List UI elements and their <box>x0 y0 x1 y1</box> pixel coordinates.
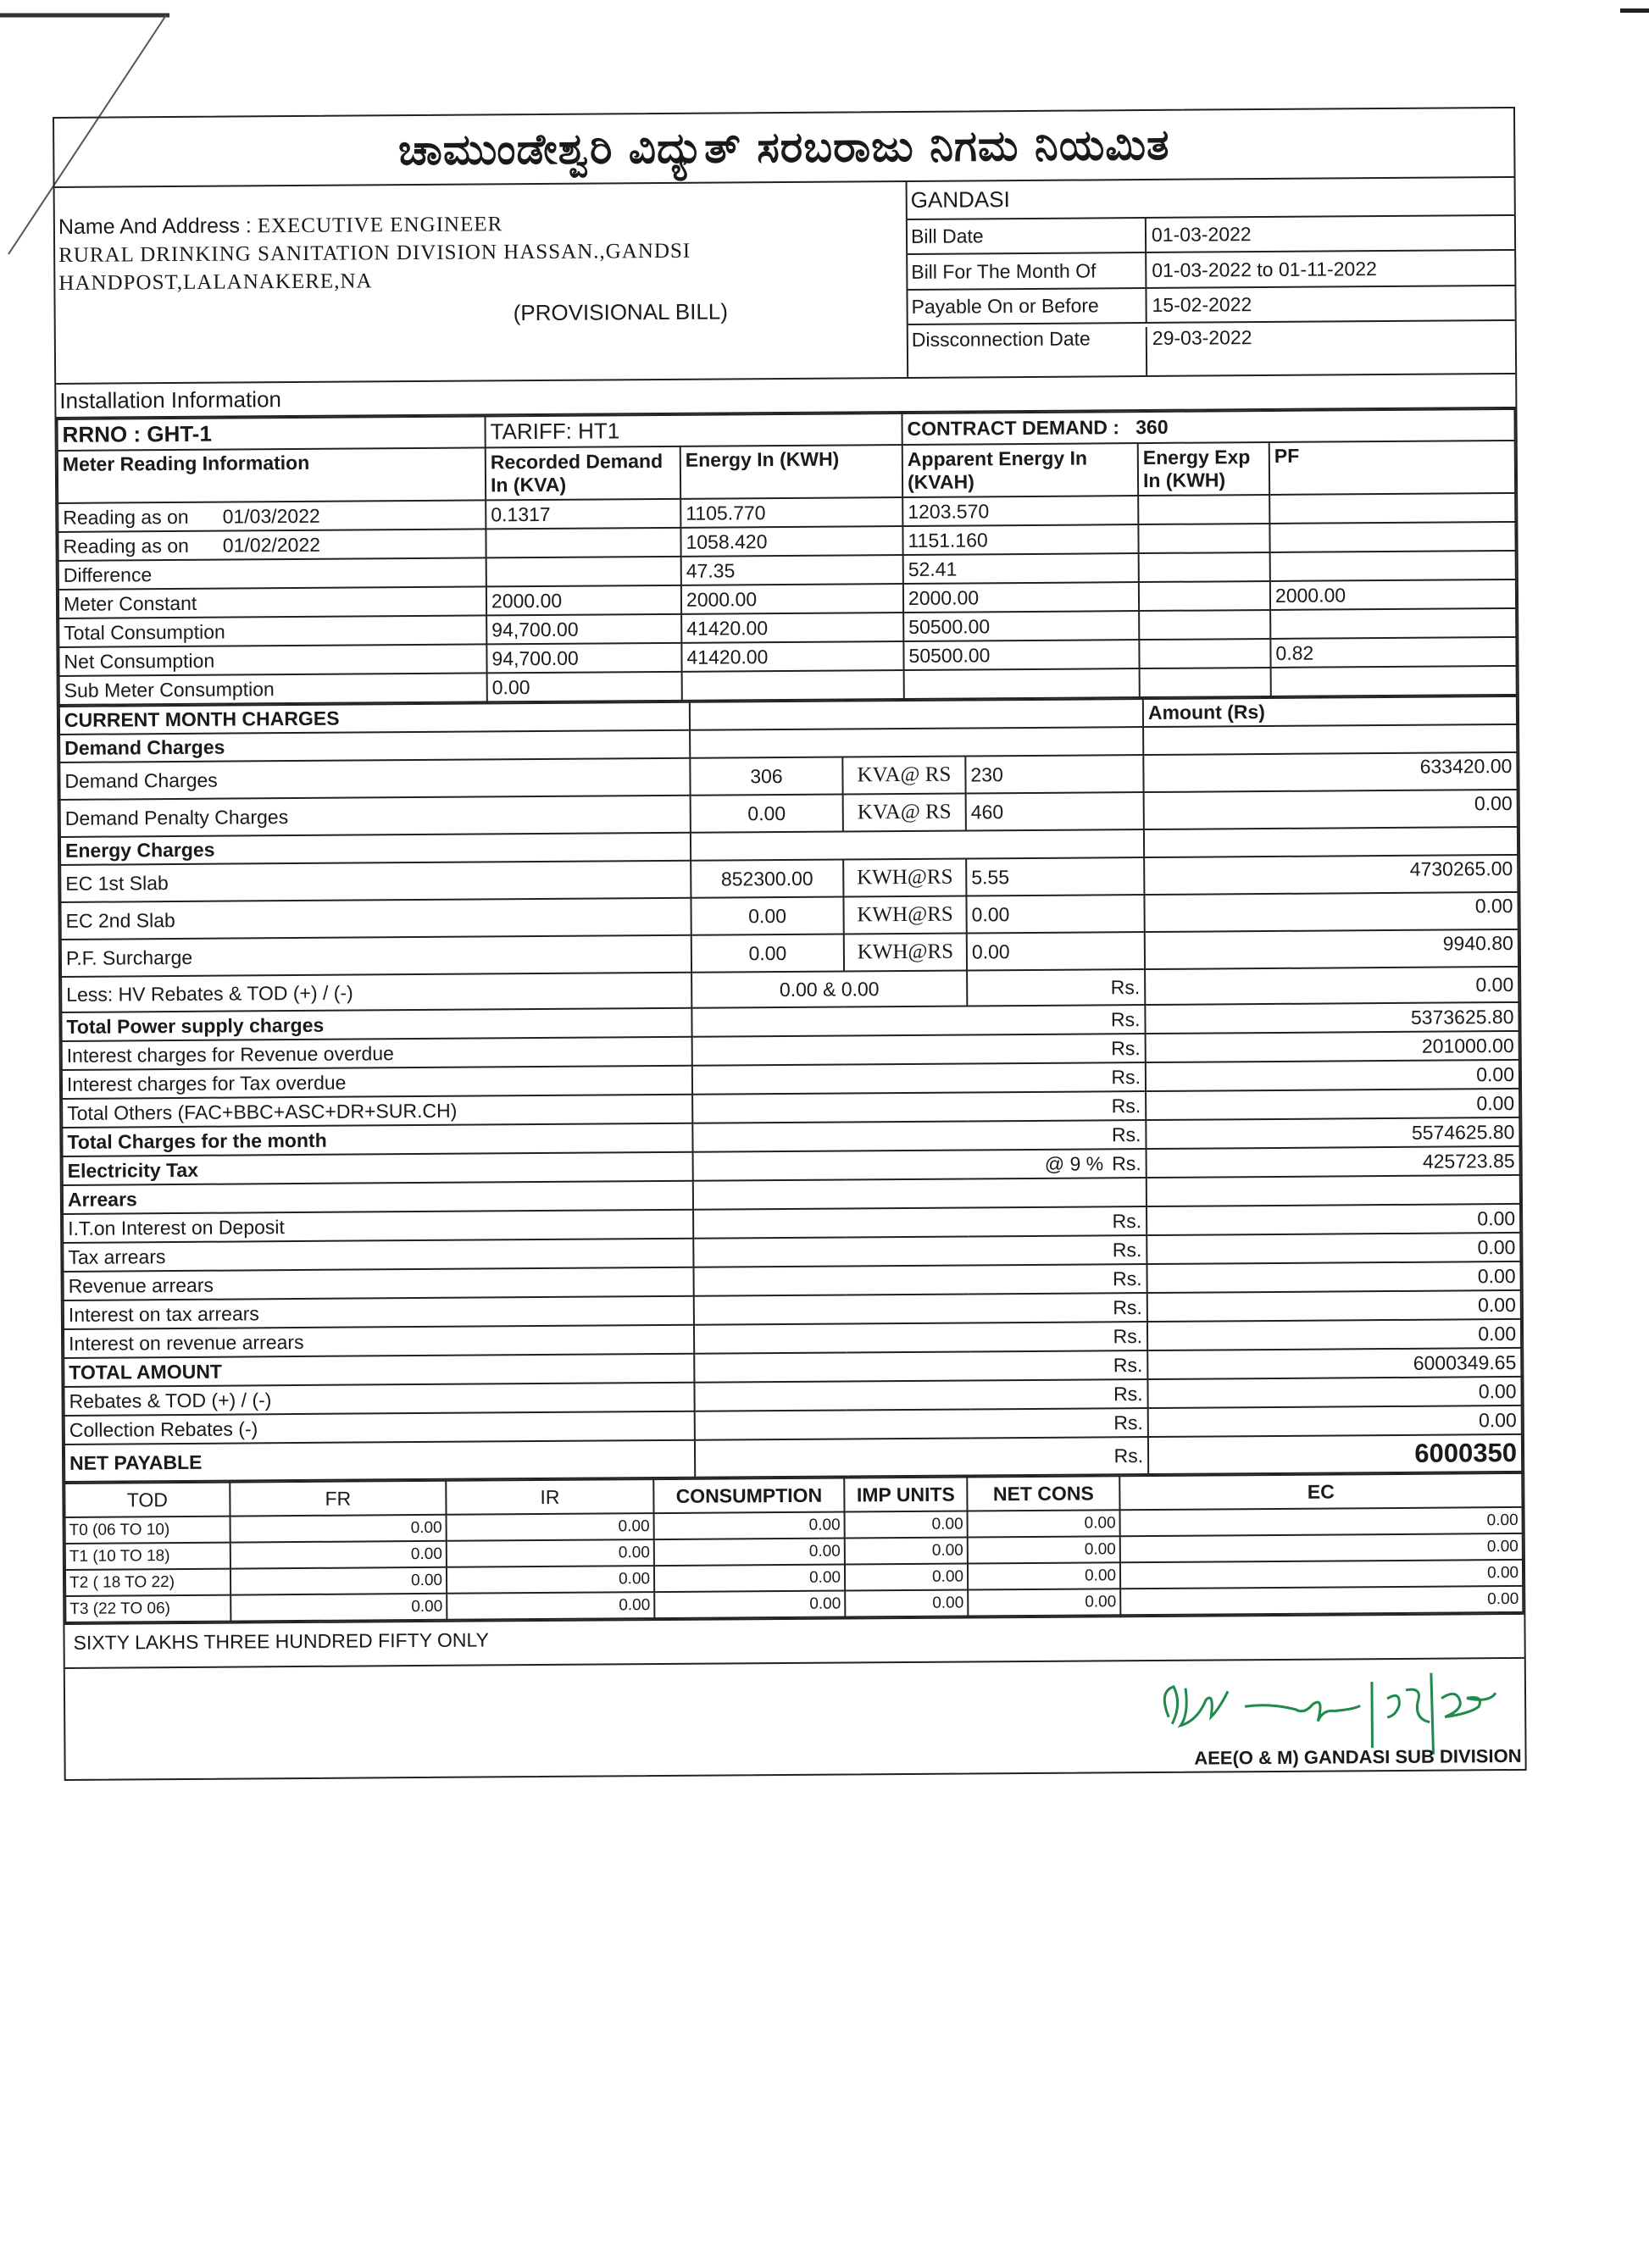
disconnection-label: Dissconnection Date <box>908 327 1147 377</box>
tariff-label: TARIFF: <box>490 418 572 445</box>
tod-cell-net: 0.00 <box>968 1510 1120 1537</box>
meter-col-header: Recorded Demand In (KVA) <box>486 446 680 501</box>
tod-cell-net: 0.00 <box>968 1562 1120 1589</box>
meter-cell-kva: 2000.00 <box>486 585 681 616</box>
summary-amount: 425723.85 <box>1147 1146 1520 1178</box>
demand-section-title: Demand Charges <box>59 730 690 762</box>
electricity-bill <box>53 107 1527 1781</box>
tod-slot: T3 (22 TO 06) <box>65 1595 230 1622</box>
tod-col-header: EC <box>1119 1473 1522 1510</box>
name-line-3: HANDPOST,LALANAKERE,NA <box>58 269 373 295</box>
amount-in-words: SIXTY LAKHS THREE HUNDRED FIFTY ONLY <box>64 1613 1524 1667</box>
meter-row-date: 01/03/2022 <box>222 504 320 528</box>
summary-label: Rebates & TOD (+) / (-) <box>64 1383 694 1416</box>
tod-cell-fr: 0.00 <box>230 1515 447 1543</box>
meter-row-label: Net Consumption <box>64 649 215 673</box>
payable-date: 15-02-2022 <box>1152 293 1252 316</box>
charge-unit: KVA@ RS <box>842 756 965 794</box>
meter-cell-pf <box>1271 666 1517 696</box>
tod-cell-imp: 0.00 <box>845 1564 968 1591</box>
charge-quantity: 0.00 <box>691 897 843 935</box>
charge-unit: KWH@RS <box>843 858 966 896</box>
summary-amount: 0.00 <box>1146 1089 1519 1120</box>
rs-label: Rs. <box>1113 1382 1143 1405</box>
tod-slot: T2 ( 18 TO 22) <box>65 1569 230 1596</box>
charge-quantity: 0.00 <box>691 795 843 833</box>
meter-col-header: Energy Exp In (KWH) <box>1138 442 1269 496</box>
charge-rate: 0.00 <box>967 932 1145 970</box>
summary-label: Arrears <box>63 1181 693 1214</box>
tod-cell-ec: 0.00 <box>1120 1586 1523 1615</box>
meter-row-label: Sub Meter Consumption <box>64 677 275 701</box>
rs-label: Rs. <box>695 1437 1148 1478</box>
charge-amount: 0.00 <box>1144 790 1518 829</box>
charge-rate: 230 <box>965 755 1143 793</box>
summary-label: Interest charges for Revenue overdue <box>62 1037 692 1070</box>
rs-label: Rs. <box>1111 1094 1141 1117</box>
summary-label: Interest on tax arrears <box>64 1296 694 1329</box>
rrno-label: RRNO : <box>62 421 142 447</box>
installation-title: Installation Information <box>56 374 1515 419</box>
meter-row-label: Total Consumption <box>64 620 225 644</box>
charge-label: Demand Penalty Charges <box>60 796 691 837</box>
amount-header: Amount (Rs) <box>1143 696 1517 727</box>
name-label: Name And Address : <box>58 213 252 239</box>
meter-cell-kvah: 1203.570 <box>902 496 1138 526</box>
meter-cell-pf: 0.82 <box>1270 637 1516 668</box>
charge-quantity: 306 <box>690 757 842 796</box>
tod-cell-imp: 0.00 <box>845 1538 968 1565</box>
company-title: ಚಾಮುಂಡೇಶ್ವರಿ ವಿದ್ಯುತ್ ಸರಬರಾಜು ನಿಗಮ ನಿಯಮಿತ <box>54 108 1514 188</box>
meter-cell-exp <box>1139 610 1270 640</box>
rs-label: Rs. <box>1110 1007 1141 1030</box>
meter-cell-exp <box>1140 668 1271 697</box>
charge-amount: 633420.00 <box>1143 752 1517 792</box>
charge-amount: 0.00 <box>1144 892 1518 932</box>
meter-table <box>56 408 1517 706</box>
tod-slot: T0 (06 TO 10) <box>65 1517 230 1544</box>
summary-amount: 0.00 <box>1147 1204 1520 1235</box>
meter-col-header: Apparent Energy In (KVAH) <box>902 443 1138 497</box>
meter-cell-kvah: 2000.00 <box>903 582 1139 613</box>
charge-unit: KWH@RS <box>843 896 966 934</box>
meter-cell-pf <box>1270 608 1516 639</box>
tod-col-header: FR <box>230 1481 446 1517</box>
charge-label: P.F. Surcharge <box>61 935 691 977</box>
charge-quantity: 852300.00 <box>691 860 843 898</box>
rs-label: Rs. <box>1111 1036 1141 1059</box>
tod-cell-ir: 0.00 <box>447 1513 654 1541</box>
energy-section-title: Energy Charges <box>60 833 691 865</box>
meter-cell-kvah: 52.41 <box>903 553 1139 584</box>
electricity-tax-rate: @ 9 % <box>1044 1151 1104 1175</box>
net-payable-label: NET PAYABLE <box>64 1440 695 1482</box>
disconnection-date: 29-03-2022 <box>1152 326 1252 349</box>
meter-cell-kva: 0.00 <box>487 672 682 702</box>
summary-amount: 6000349.65 <box>1147 1348 1521 1379</box>
meter-cell-kwh: 47.35 <box>681 555 903 585</box>
meter-cell-exp <box>1139 639 1270 668</box>
bill-header <box>55 178 1516 385</box>
meter-cell-kvah: 1151.160 <box>902 524 1138 555</box>
signatory-label: AEE(O & M) GANDASI SUB DIVISION <box>1194 1744 1522 1769</box>
charge-label: EC 1st Slab <box>60 861 691 902</box>
meter-cell-kva: 94,700.00 <box>486 643 681 674</box>
tod-cell-ir: 0.00 <box>447 1592 654 1620</box>
tod-cell-net: 0.00 <box>968 1589 1120 1616</box>
tod-cell-fr: 0.00 <box>230 1567 447 1595</box>
tod-cell-net: 0.00 <box>968 1536 1120 1563</box>
meter-cell-kvah: 50500.00 <box>903 640 1139 670</box>
summary-amount: 0.00 <box>1147 1290 1521 1322</box>
tod-cell-ec: 0.00 <box>1120 1533 1523 1562</box>
meter-row-label: Difference <box>63 563 153 586</box>
provisional-bill-label: (PROVISIONAL BILL) <box>513 298 729 326</box>
summary-label: Total Others (FAC+BBC+ASC+DR+SUR.CH) <box>62 1095 692 1128</box>
tod-cell-cons: 0.00 <box>654 1591 845 1619</box>
summary-label: Electricity Tax <box>63 1152 693 1185</box>
charge-unit: KWH@RS <box>844 933 967 971</box>
charge-unit: KVA@ RS <box>843 793 966 831</box>
rs-label: Rs. <box>1113 1267 1142 1289</box>
summary-amount: 5574625.80 <box>1146 1117 1519 1149</box>
tod-table <box>64 1472 1524 1623</box>
summary-label: Collection Rebates (-) <box>64 1411 695 1445</box>
rebate-values: 0.00 & 0.00 <box>691 970 967 1007</box>
rebate-amount: 0.00 <box>1145 967 1519 1005</box>
meter-cell-kva: 94,700.00 <box>486 614 681 645</box>
tod-cell-ec: 0.00 <box>1120 1560 1523 1589</box>
rs-label: Rs. <box>1113 1411 1143 1433</box>
meter-cell-kwh: 41420.00 <box>681 641 903 672</box>
meter-col-header: Energy In (KWH) <box>680 445 902 499</box>
summary-label: Interest on revenue arrears <box>64 1325 694 1358</box>
summary-amount: 0.00 <box>1147 1233 1520 1264</box>
contract-demand: 360 <box>1135 415 1169 439</box>
payable-label: Payable On or Before <box>908 289 1147 324</box>
meter-cell-kva: 0.1317 <box>486 499 680 530</box>
rs-label: Rs. <box>1112 1238 1142 1261</box>
bill-date-label: Bill Date <box>908 219 1147 253</box>
signature-area <box>65 1657 1525 1779</box>
meter-cell-kva <box>486 557 681 587</box>
meter-cell-pf <box>1269 522 1515 552</box>
charge-rate: 5.55 <box>966 857 1144 896</box>
net-payable-amount: 6000350 <box>1148 1434 1522 1474</box>
bill-date: 01-03-2022 <box>1151 223 1252 247</box>
summary-amount: 5373625.80 <box>1145 1002 1519 1034</box>
summary-amount <box>1147 1175 1520 1206</box>
summary-label: Tax arrears <box>63 1239 693 1272</box>
tod-cell-fr: 0.00 <box>230 1541 447 1569</box>
charge-rate: 0.00 <box>966 895 1144 933</box>
meter-cell-exp <box>1138 495 1269 524</box>
office-name: GANDASI <box>908 178 1514 220</box>
bill-month-label: Bill For The Month Of <box>908 253 1147 288</box>
rs-label: Rs. <box>1113 1295 1142 1318</box>
tariff: HT1 <box>578 418 620 444</box>
meter-cell-kvah <box>904 668 1140 699</box>
meter-row-label: Meter Constant <box>63 591 197 615</box>
meter-row-label: Reading as on <box>63 505 189 529</box>
charge-label: EC 2nd Slab <box>60 898 691 940</box>
summary-amount: 0.00 <box>1147 1377 1521 1408</box>
charge-amount: 4730265.00 <box>1144 855 1518 895</box>
charge-label: Demand Charges <box>59 758 690 800</box>
summary-label: Total Power supply charges <box>61 1008 691 1041</box>
rs-label: Rs. <box>1113 1324 1143 1347</box>
summary-label: Interest charges for Tax overdue <box>62 1066 692 1099</box>
summary-amount: 0.00 <box>1147 1262 1520 1293</box>
tod-cell-imp: 0.00 <box>845 1511 968 1539</box>
charge-rate: 460 <box>966 792 1144 830</box>
rebate-label: Less: HV Rebates & TOD (+) / (-) <box>61 973 691 1012</box>
meter-cell-kva <box>486 528 680 558</box>
summary-label: Total Charges for the month <box>62 1123 692 1156</box>
meter-row-date: 01/02/2022 <box>222 533 321 557</box>
meter-cell-pf: 2000.00 <box>1270 579 1516 610</box>
tod-cell-imp: 0.00 <box>845 1590 968 1617</box>
meter-cell-pf <box>1269 493 1515 524</box>
meter-cell-exp <box>1138 524 1269 553</box>
tod-cell-ir: 0.00 <box>447 1566 654 1594</box>
meter-row-label: Reading as on <box>63 534 189 557</box>
meter-cell-kwh: 41420.00 <box>681 613 903 643</box>
summary-label: Revenue arrears <box>64 1267 694 1300</box>
meter-cell-kwh: 1058.420 <box>680 526 902 557</box>
meter-col-header: Meter Reading Information <box>58 447 486 503</box>
bill-month: 01-03-2022 to 01-11-2022 <box>1152 257 1377 281</box>
tod-cell-cons: 0.00 <box>654 1512 845 1540</box>
contract-demand-label: CONTRACT DEMAND : <box>907 416 1120 440</box>
charge-amount: 9940.80 <box>1145 929 1519 969</box>
rs-label: Rs. <box>1112 1209 1142 1232</box>
summary-label: TOTAL AMOUNT <box>64 1354 694 1387</box>
rs-label: Rs. <box>967 969 1145 1006</box>
bill-dates-block <box>908 178 1516 377</box>
meter-cell-pf <box>1270 551 1516 581</box>
tod-cell-fr: 0.00 <box>230 1594 447 1622</box>
rs-label: Rs. <box>1112 1151 1141 1174</box>
name-line-2: RURAL DRINKING SANITATION DIVISION HASSAN.,GANDSI <box>58 239 691 267</box>
summary-amount: 201000.00 <box>1146 1031 1519 1062</box>
meter-cell-kwh <box>682 670 904 701</box>
tod-cell-ec: 0.00 <box>1120 1507 1523 1536</box>
meter-cell-kwh: 2000.00 <box>681 584 903 614</box>
charges-title: CURRENT MONTH CHARGES <box>59 702 690 735</box>
tod-cell-ir: 0.00 <box>447 1539 654 1567</box>
tod-col-header: IR <box>446 1479 653 1515</box>
tod-col-header: TOD <box>64 1483 230 1517</box>
meter-cell-exp <box>1139 552 1270 582</box>
meter-cell-exp <box>1139 581 1270 611</box>
tod-cell-cons: 0.00 <box>654 1565 845 1593</box>
meter-col-header: PF <box>1269 441 1515 495</box>
tod-col-header: CONSUMPTION <box>653 1478 844 1514</box>
rs-label: Rs. <box>1111 1123 1141 1145</box>
charges-table <box>58 696 1523 1483</box>
summary-amount: 0.00 <box>1147 1319 1521 1350</box>
charge-quantity: 0.00 <box>691 934 844 973</box>
summary-label: I.T.on Interest on Deposit <box>63 1210 693 1243</box>
meter-cell-kvah: 50500.00 <box>903 611 1139 641</box>
summary-amount: 0.00 <box>1146 1060 1519 1091</box>
consumer-address-block <box>55 182 909 383</box>
tod-slot: T1 (10 TO 18) <box>65 1543 230 1570</box>
tod-cell-cons: 0.00 <box>654 1539 845 1567</box>
rs-label: Rs. <box>1113 1353 1143 1376</box>
summary-amount: 0.00 <box>1148 1406 1522 1437</box>
tod-col-header: IMP UNITS <box>844 1478 967 1512</box>
scan-edge-mark <box>1620 8 1649 13</box>
meter-cell-kwh: 1105.770 <box>680 497 902 528</box>
rrno: GHT-1 <box>147 420 212 447</box>
tod-col-header: NET CONS <box>967 1476 1119 1511</box>
rs-label: Rs. <box>1111 1065 1141 1088</box>
name-line-1: EXECUTIVE ENGINEER <box>257 213 503 238</box>
